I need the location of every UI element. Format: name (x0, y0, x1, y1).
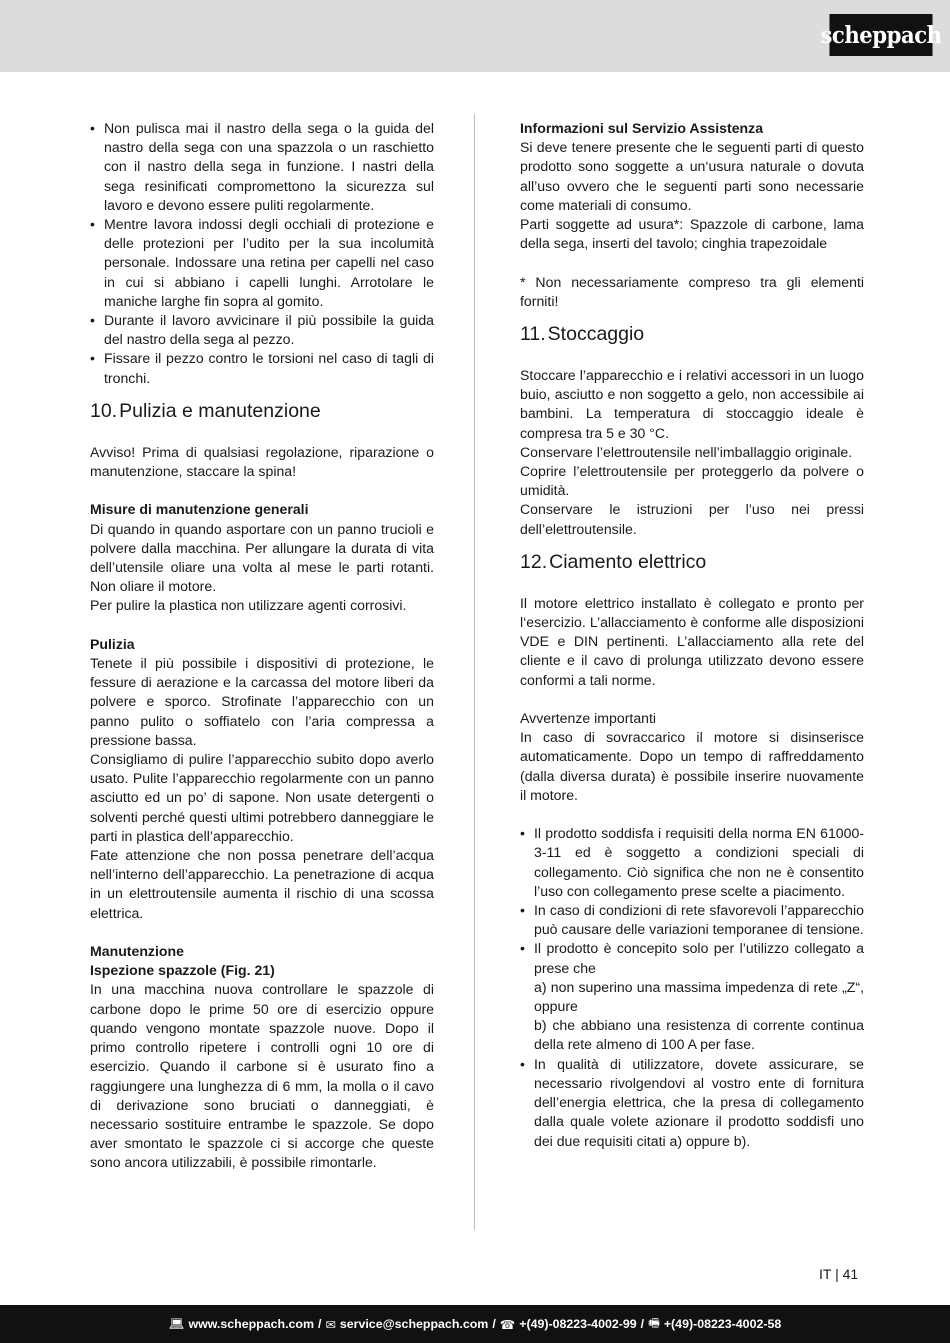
paragraph: Si deve tenere presente che le seguenti parti di questo prodotto sono soggette a un‘usura naturale o dovuta all’uso ovvero che le seguenti parti sono necessarie come materiali di consumo. (520, 139, 864, 213)
email-link[interactable]: service@scheppach.com (339, 1317, 489, 1331)
section-title: Stoccaggio (547, 323, 645, 346)
subheading-brush-inspection: Ispezione spazzole (Fig. 21) (90, 962, 275, 979)
paragraph: Di quando in quando asportare con un panno trucioli e polvere dalla macchina. Per allungare la durata di vita dell’utensile oliare una volta al mese le parti rotanti. Non oliare il motore. (90, 520, 434, 595)
list-item: • Fissare il pezzo contro le torsioni nel caso di tagli di tronchi. (90, 349, 434, 387)
list-item: • Durante il lavoro avvicinare il più possibile la guida del nastro della sega al pezzo. (90, 311, 434, 349)
section-11-heading (520, 322, 864, 346)
left-column (90, 119, 434, 1173)
list-item: • Il prodotto soddisfa i requisiti della norma EN 61000-3-11 ed è soggetto a condizioni speciali di collegamento. Ciò significa che non ne è consentito l’uso con collegamento prese scelte a piacimento. (520, 824, 864, 901)
computer-icon: 💻︎ (168, 1316, 185, 1331)
scheppach-logo[interactable]: scheppach (829, 14, 932, 56)
right-column (520, 119, 864, 1151)
paragraph: Per pulire la plastica non utilizzare agenti corrosivi. (90, 597, 407, 614)
warning-paragraph: Avviso! Prima di qualsiasi regolazione, riparazione o manutenzione, staccare la spina! (90, 443, 434, 480)
subheading-general-maintenance: Misure di manutenzione generali (90, 501, 309, 518)
website-link[interactable]: www.scheppach.com (188, 1317, 315, 1331)
electrical-bullet-list (520, 824, 864, 1150)
list-item: • Il prodotto è concepito solo per l’utilizzo collegato a prese che a) non superino una massima impedenza di rete „Z“, oppure b) che abbiano una resistenza di corrente continua della rete almeno di 100 A per fase. (520, 939, 864, 1054)
footnote: * Non necessariamente compreso tra gli elementi forniti! (520, 273, 864, 309)
subheading-service-info: Informazioni sul Servizio Assistenza (520, 120, 764, 136)
list-item: • In caso di condizioni di rete sfavorevoli l’apparecchio può causare delle variazioni temporanee di tensione. (520, 901, 864, 939)
list-subitem-b: b) che abbiano una resistenza di corrente continua della rete almeno di 100 A per fase. (534, 1017, 864, 1053)
fax-icon: 🖷︎ (648, 1315, 660, 1330)
paragraph: Il motore elettrico installato è collegato e pronto per l‘esercizio. L’allacciamento è conforme alle disposizioni VDE e DIN pertinenti. L’allacciamento alla rete del cliente e il cavo di prolunga utilizzato devono essere conformi a tali norme. (520, 594, 864, 688)
phone-number[interactable]: +(49)-08223-4002-99 (519, 1317, 637, 1331)
column-divider (474, 114, 475, 1230)
subheading-important-notes: Avvertenze importanti (520, 710, 657, 727)
mail-icon: ✉︎ (325, 1317, 336, 1332)
paragraph: In una macchina nuova controllare le spazzole di carbone dopo le prime 50 ore di esercizio oppure quando vengono montate spazzole nuove. Dopo il primo controllo ripetere i controlli ogni 10 ore di esercizio. Quando il carbone si è usurato fino a raggiungere una lunghezza di 6 mm, la molla o il cavo di derivazione sono bruciati o danneggiati, è necessario sostituire entrambe le spazzole. Se dopo aver smontato le spazzole ci si accorge che queste sono ancora utilizzabili, è possibile rimontarle. (90, 981, 434, 1171)
section-number: 11. (520, 323, 546, 346)
footer-bar: 💻︎ www.scheppach.com / ✉︎ service@scheppach.com / ☎︎ +(49)-08223-4002-99 / 🖷︎ +(49)-08223-4002-58 (0, 1305, 950, 1343)
list-subitem-a: a) non superino una massima impedenza di rete „Z“, oppure (534, 978, 864, 1015)
paragraph: Parti soggette ad usura*: Spazzole di carbone, lama della sega, inserti del tavolo; cinghia trapezoidale (520, 216, 864, 252)
paragraph: Conservare le istruzioni per l’uso nei pressi dell’elettroutensile. (520, 501, 864, 537)
paragraph: Stoccare l’apparecchio e i relativi accessori in un luogo buio, asciutto e non soggetto a gelo, non accessibile ai bambini. La temperatura di stoccaggio ideale è compresa tra 5 e 30 °C. (520, 367, 864, 441)
section-10-heading (90, 399, 434, 423)
paragraph: Conservare l’elettroutensile nell’imballaggio originale. (520, 443, 853, 460)
section-number: 12. (520, 550, 548, 573)
paragraph: In caso di sovraccarico il motore si disinserisce automaticamente. Dopo un tempo di raffreddamento (dalla diversa durata) è possibile inserire nuovamente il motore. (520, 729, 864, 803)
page-number: IT | 41 (819, 1266, 859, 1282)
paragraph: Coprire l’elettroutensile per proteggerlo da polvere o umidità. (520, 463, 864, 499)
paragraph: Consigliamo di pulire l’apparecchio subito dopo averlo usato. Pulite l’apparecchio regolarmente con un panno asciutto ed un po’ di sapone. Non usate detergenti o solventi perché questi ultimi potrebbero danneggiare le parti in plastica dell’apparecchio. (90, 751, 434, 844)
subheading-cleaning: Pulizia (90, 635, 135, 652)
section-title: Pulizia e manutenzione (119, 399, 321, 422)
list-item: • Non pulisca mai il nastro della sega o la guida del nastro della sega con una spazzola o un raschietto con il nastro della sega in funzione. I nastri della sega resinificati compromettono la sicurezza sul lavoro e devono essere puliti regolarmente. (90, 119, 434, 215)
subheading-maintenance: Manutenzione (90, 943, 184, 960)
section-title: Ciamento elettrico (549, 550, 707, 573)
section-number: 10. (90, 399, 118, 422)
paragraph: Tenete il più possibile i dispositivi di protezione, le fessure di aerazione e la carcassa del motore liberi da polvere e sporco. Strofinate l’apparecchio con un panno pulito o soffiatelo con l’aria compressa a pressione bassa. (90, 655, 434, 748)
safety-bullet-list (90, 119, 434, 388)
list-item: • In qualità di utilizzatore, dovete assicurare, se necessario rivolgendovi al vostro ente di fornitura dell’energia elettrica, che la presa di collegamento dalla quale volete azionare il prodotto soddisfi uno dei due requisiti citati a) oppure b). (520, 1055, 864, 1151)
header-bar (0, 0, 950, 72)
phone-icon: ☎︎ (499, 1317, 516, 1332)
fax-number: +(49)-08223-4002-58 (663, 1317, 782, 1331)
list-item: • Mentre lavora indossi degli occhiali di protezione e delle protezioni per l’udito per la sua incolumità personale. Indossare una retina per capelli nel caso in cui si abbiano i capelli lunghi. Arrotolare le maniche larghe fin sopra al gomito. (90, 215, 434, 311)
section-12-heading (520, 550, 864, 574)
paragraph: Fate attenzione che non possa penetrare dell’acqua nell’interno dell’apparecchio. La penetrazione di acqua in un elettroutensile aumenta il rischio di una scossa elettrica. (90, 847, 434, 921)
